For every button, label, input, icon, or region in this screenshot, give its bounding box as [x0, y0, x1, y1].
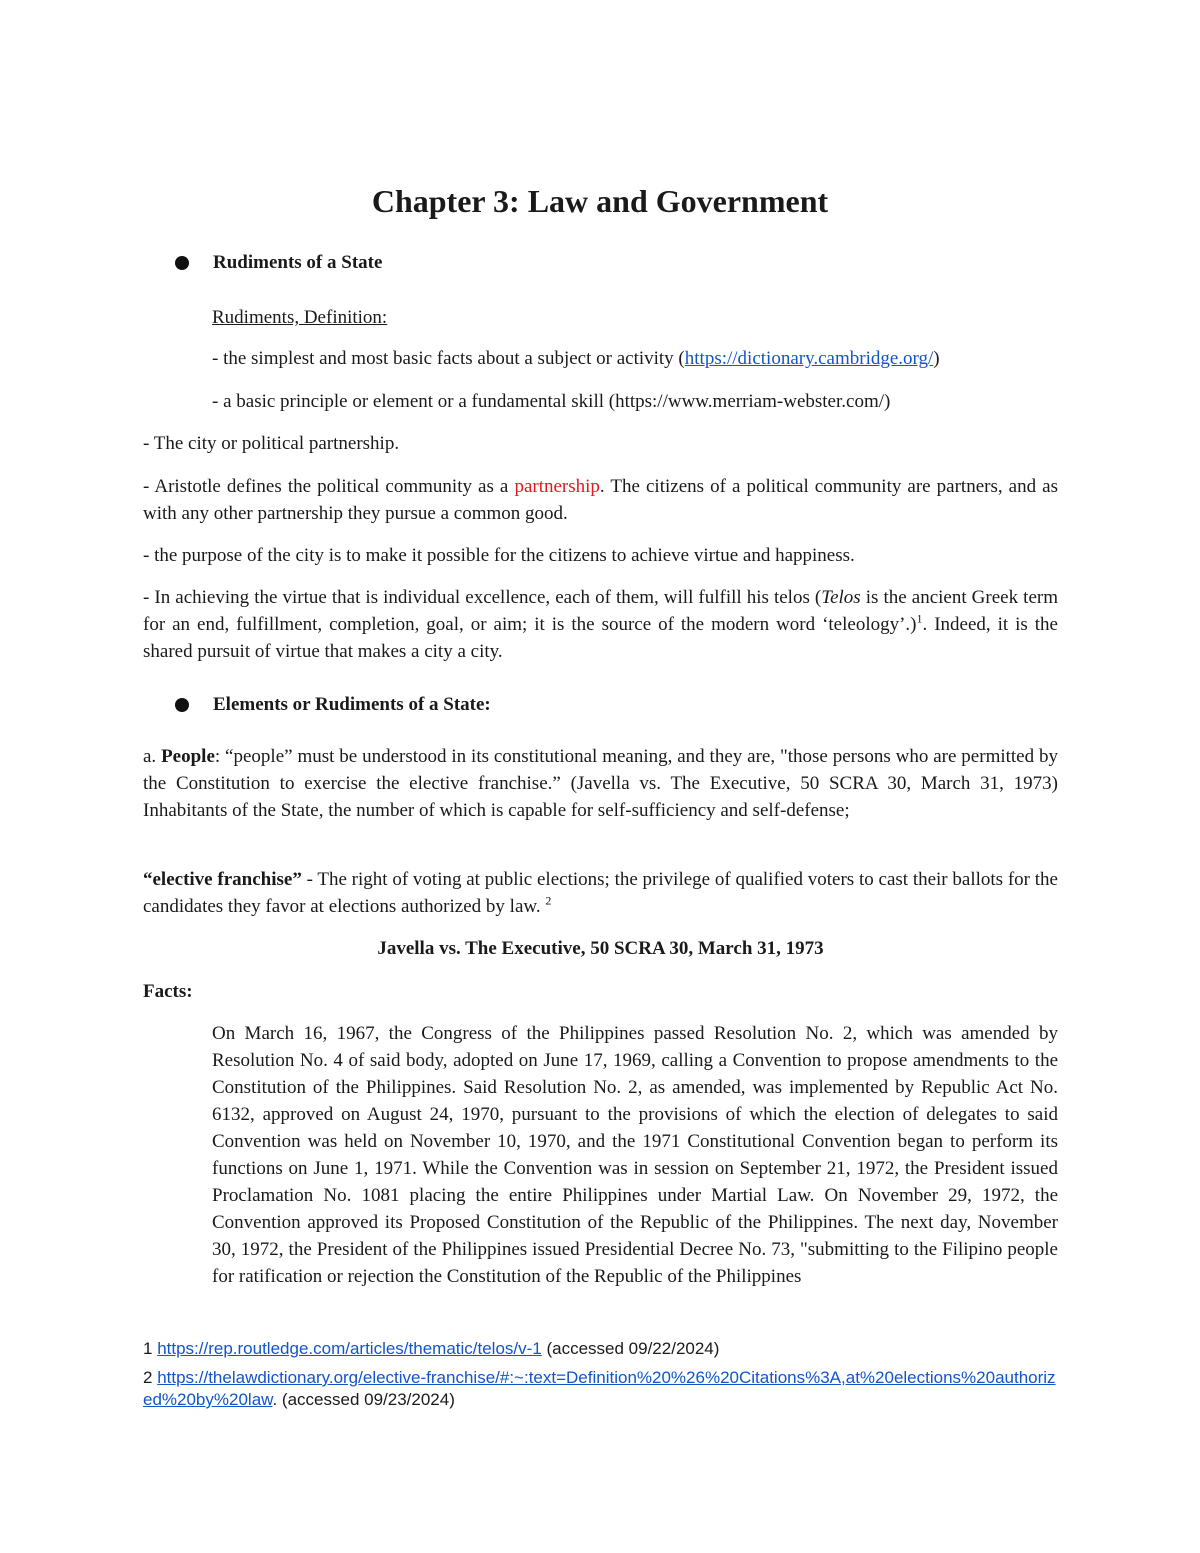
section-heading-text: Elements or Rudiments of a State: [213, 694, 491, 715]
paragraph-telos: - In achieving the virtue that is individual excellence, each of them, will fulfill his telos (Telos is the ancient Greek term for an end, fulfillment, completion, goal, or aim; it is the source of the modern word ‘teleology’.)$^1$. Indeed, it is the shared pursuit of virtue that makes a city a city. [143, 587, 1058, 662]
facts-label: Facts: [143, 981, 193, 1002]
footnote-2-link[interactable]: https://thelawdictionary.org/elective-franchise/#:~:text=Definition%20%26%20Citations%3A,at%20elections%20authorized%20by%20law [143, 1368, 1056, 1409]
footnote-1: 1 https://rep.routledge.com/articles/thematic/telos/v-1 (accessed 09/22/2024) [143, 1339, 720, 1358]
paragraph-people: a. People: “people” must be understood in its constitutional meaning, and they are, "those persons who are permitted by the Constitution to exercise the elective franchise.” (Javella vs. The Executive, 50 SCRA 30, March 31, 1973) Inhabitants of the State, the number of which is capable for self-sufficiency and self-defense; [143, 746, 1058, 821]
paragraph-purpose: - the purpose of the city is to make it possible for the citizens to achieve virtue and happiness. [143, 545, 855, 566]
footnote-2: 2 https://thelawdictionary.org/elective-franchise/#:~:text=Definition%20%26%20Citations%3A,at%20elections%20authorized%20by%20law. (accessed 09/23/2024) [143, 1368, 1056, 1409]
section-heading-elements [175, 694, 491, 716]
cambridge-link[interactable]: https://dictionary.cambridge.org/ [684, 348, 934, 369]
definition-label: Rudiments, Definition: [212, 307, 388, 328]
partnership-highlight: partnership [514, 476, 600, 497]
footnote-ref-1[interactable]: 1 [916, 611, 923, 626]
paragraph-city: - The city or political partnership. [143, 433, 400, 454]
footnote-1-link[interactable]: https://rep.routledge.com/articles/thematic/telos/v-1 [157, 1339, 542, 1358]
section-heading-text: Rudiments of a State [213, 252, 383, 273]
case-title: Javella vs. The Executive, 50 SCRA 30, March 31, 1973 [377, 938, 824, 959]
page-title: Chapter 3: Law and Government [371, 183, 829, 219]
definition-1: - the simplest and most basic facts about a subject or activity (https://dictionary.cambridge.org/) [212, 348, 940, 369]
section-heading-rudiments [175, 252, 382, 274]
bullet-icon [175, 256, 189, 270]
definition-2: - a basic principle or element or a fundamental skill (https://www.merriam-webster.com/) [212, 391, 891, 412]
facts-text: On March 16, 1967, the Congress of the Philippines passed Resolution No. 2, which was amended by Resolution No. 4 of said body, adopted on June 17, 1969, calling a Convention to propose amendments to the Constitution of the Philippines. Said Resolution No. 2, as amended, was implemented by Republic Act No. 6132, approved on August 24, 1970, pursuant to the provisions of which the election of delegates to said Convention was held on November 10, 1970, and the 1971 Constitutional Convention began to perform its functions on June 1, 1971. While the Convention was in session on September 21, 1972, the President issued Proclamation No. 1081 placing the entire Philippines under Martial Law. On November 29, 1972, the Convention approved its Proposed Constitution of the Republic of the Philippines. The next day, November 30, 1972, the President of the Philippines issued Presidential Decree No. 73, "submitting to the Filipino people for ratification or rejection the Constitution of the Republic of the Philippines [212, 1023, 1058, 1287]
footnote-ref-2[interactable]: 2 [545, 893, 552, 908]
paragraph-aristotle: - Aristotle defines the political community as a partnership. The citizens of a political community are partners, and as with any other partnership they pursue a common good. [143, 476, 1058, 524]
paragraph-elective-franchise: “elective franchise” - The right of voting at public elections; the privilege of qualified voters to cast their ballots for the candidates they favor at elections authorized by law. $^2$ [143, 869, 1058, 917]
bullet-icon [175, 698, 189, 712]
